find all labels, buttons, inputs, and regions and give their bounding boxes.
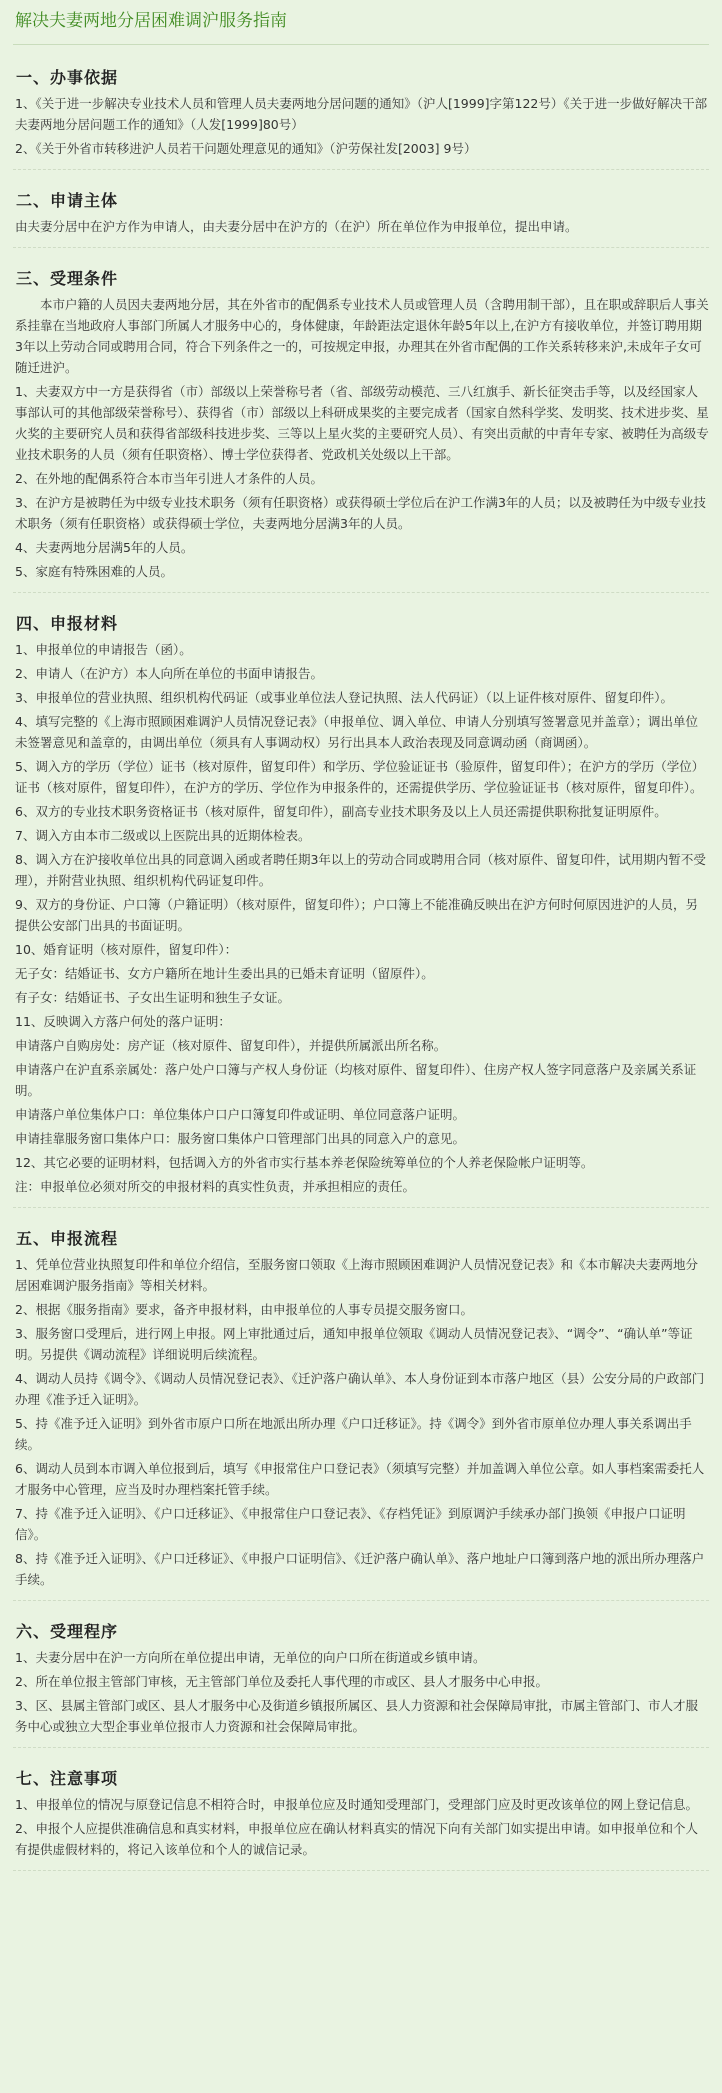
section-paragraph: 5、调入方的学历（学位）证书（核对原件，留复印件）和学历、学位验证证书（验原件，留复印件）；在沪方的学历（学位）证书（核对原件，留复印件），在沪方的学历、学位作为申报条件的，还需提供学历、学位验证证书（核对原件，留复印件）。 — [15, 759, 705, 795]
section-divider — [13, 1747, 709, 1748]
section-paragraph: 有子女：结婚证书、子女出生证明和独生子女证。 — [15, 990, 291, 1005]
section-heading: 三、受理条件 — [16, 269, 119, 288]
section-paragraph: 4、夫妻两地分居满5年的人员。 — [15, 540, 194, 555]
section-paragraph: 10、婚育证明（核对原件，留复印件）： — [15, 942, 238, 957]
section-paragraph: 由夫妻分居中在沪方作为申请人，由夫妻分居中在沪方的（在沪）所在单位作为申报单位，提出申请。 — [15, 219, 578, 234]
guide-section — [13, 67, 709, 170]
section-paragraph: 2、《关于外省市转移进沪人员若干问题处理意见的通知》（沪劳保社发[2003] 9号） — [15, 141, 477, 156]
section-paragraph: 5、持《准予迁入证明》到外省市原户口所在地派出所办理《户口迁移证》。持《调令》到外省市原单位办理人事关系调出手续。 — [15, 1416, 692, 1452]
section-paragraph: 无子女：结婚证书、女方户籍所在地计生委出具的已婚未育证明（留原件）。 — [15, 966, 434, 981]
section-paragraph: 7、持《准予迁入证明》、《户口迁移证》、《申报常住户口登记表》、《存档凭证》到原调沪手续承办部门换领《申报户口证明信》。 — [15, 1506, 686, 1542]
section-paragraph: 申请落户自购房处：房产证（核对原件、留复印件），并提供所属派出所名称。 — [15, 1038, 447, 1053]
section-paragraph: 9、双方的身份证、户口簿（户籍证明）（核对原件，留复印件）；户口簿上不能准确反映出在沪方何时何原因进沪的人员，另提供公安部门出具的书面证明。 — [15, 897, 698, 933]
guide-sections — [13, 67, 709, 1871]
section-paragraph: 2、申请人（在沪方）本人向所在单位的书面申请报告。 — [15, 666, 323, 681]
section-paragraph: 8、调入方在沪接收单位出具的同意调入函或者聘任期3年以上的劳动合同或聘用合同（核对原件、留复印件，试用期内暂不受理），并附营业执照、组织机构代码证复印件。 — [15, 852, 706, 888]
page-title: 解决夫妻两地分居困难调沪服务指南 — [15, 11, 287, 31]
section-paragraph: 4、填写完整的《上海市照顾困难调沪人员情况登记表》（申报单位、调入单位、申请人分别填写签署意见并盖章）；调出单位未签署意见和盖章的，由调出单位（须具有人事调动权）另行出具本人政治表现及同意调动函（商调函）。 — [15, 714, 698, 750]
section-paragraph: 3、区、县属主管部门或区、县人才服务中心及街道乡镇报所属区、县人力资源和社会保障局审批，市属主管部门、市人才服务中心或独立大型企事业单位报市人力资源和社会保障局审批。 — [15, 1698, 698, 1734]
section-paragraph: 7、调入方由本市二级或以上医院出具的近期体检表。 — [15, 828, 311, 843]
section-paragraph: 1、申报单位的情况与原登记信息不相符合时，申报单位应及时通知受理部门，受理部门应及时更改该单位的网上登记信息。 — [15, 1797, 698, 1812]
guide-section — [13, 1621, 709, 1748]
section-divider — [13, 592, 709, 593]
section-paragraph: 2、根据《服务指南》要求，备齐申报材料，由申报单位的人事专员提交服务窗口。 — [15, 1302, 473, 1317]
section-heading: 四、申报材料 — [16, 614, 119, 633]
section-heading: 五、申报流程 — [16, 1229, 119, 1248]
title-divider — [13, 44, 709, 45]
section-paragraph: 11、反映调入方落户何处的落户证明： — [15, 1014, 231, 1029]
section-paragraph: 3、申报单位的营业执照、组织机构代码证（或事业单位法人登记执照、法人代码证）（以上证件核对原件、留复印件）。 — [15, 690, 673, 705]
guide-section — [13, 1228, 709, 1601]
section-paragraph: 申请挂靠服务窗口集体户口：服务窗口集体户口管理部门出具的同意入户的意见。 — [15, 1131, 466, 1146]
section-heading: 二、申请主体 — [16, 191, 119, 210]
section-paragraph: 1、夫妻双方中一方是获得省（市）部级以上荣誉称号者（省、部级劳动模范、三八红旗手、新长征突击手等，以及经国家人事部认可的其他部级荣誉称号）、获得省（市）部级以上科研成果奖的主要完成者（国家自然科学奖、发明奖、技术进步奖、星火奖的主要研究人员和获得省部级科技进步奖、三等以上星火奖的主要研究人员）、有突出贡献的中青年专家、被聘任为高级专业技术职务的人员（须有任职资格）、博士学位获得者、党政机关处级以上干部。 — [15, 384, 709, 462]
section-paragraph: 注：申报单位必须对所交的申报材料的真实性负责，并承担相应的责任。 — [15, 1179, 416, 1194]
section-paragraph: 申请落户单位集体户口：单位集体户口户口簿复印件或证明、单位同意落户证明。 — [15, 1107, 466, 1122]
section-heading: 六、受理程序 — [16, 1622, 119, 1641]
section-paragraph: 3、在沪方是被聘任为中级专业技术职务（须有任职资格）或获得硕士学位后在沪工作满3年的人员；以及被聘任为中级专业技术职务（须有任职资格）或获得硕士学位，夫妻两地分居满3年的人员。 — [15, 495, 706, 531]
section-paragraph: 申请落户在沪直系亲属处：落户处户口簿与产权人身份证（均核对原件、留复印件）、住房产权人签字同意落户及亲属关系证明。 — [15, 1062, 697, 1098]
section-paragraph: 12、其它必要的证明材料，包括调入方的外省市实行基本养老保险统筹单位的个人养老保险帐户证明等。 — [15, 1155, 594, 1170]
section-divider — [13, 1870, 709, 1871]
section-paragraph: 2、所在单位报主管部门审核，无主管部门单位及委托人事代理的市或区、县人才服务中心申报。 — [15, 1674, 548, 1689]
section-paragraph: 1、凭单位营业执照复印件和单位介绍信，至服务窗口领取《上海市照顾困难调沪人员情况登记表》和《本市解决夫妻两地分居困难调沪服务指南》等相关材料。 — [15, 1257, 698, 1293]
section-heading: 七、注意事项 — [16, 1769, 119, 1788]
section-divider — [13, 247, 709, 248]
guide-section — [13, 268, 709, 593]
section-divider — [13, 1207, 709, 1208]
section-heading: 一、办事依据 — [16, 68, 119, 87]
section-paragraph: 1、夫妻分居中在沪一方向所在单位提出申请，无单位的向户口所在街道或乡镇申请。 — [15, 1650, 486, 1665]
section-paragraph: 3、服务窗口受理后，进行网上申报。网上审批通过后，通知申报单位领取《调动人员情况登记表》、“调令”、“确认单”等证明。另提供《调动流程》详细说明后续流程。 — [15, 1326, 693, 1362]
section-paragraph: 6、调动人员到本市调入单位报到后，填写《申报常住户口登记表》（须填写完整）并加盖调入单位公章。如人事档案需委托人才服务中心管理，应当及时办理档案托管手续。 — [15, 1461, 705, 1497]
section-divider — [13, 1600, 709, 1601]
section-paragraph: 5、家庭有特殊困难的人员。 — [15, 564, 173, 579]
section-divider — [13, 169, 709, 170]
section-paragraph: 4、调动人员持《调令》、《调动人员情况登记表》、《迁沪落户确认单》、本人身份证到本市落户地区（县）公安分局的户政部门办理《准予迁入证明》。 — [15, 1371, 705, 1407]
section-paragraph: 本市户籍的人员因夫妻两地分居，其在外省市的配偶系专业技术人员或管理人员（含聘用制干部），且在职或辞职后人事关系挂靠在当地政府人事部门所属人才服务中心的，身体健康，年龄距法定退休年龄5年以上,在沪方有接收单位，并签订聘用期3年以上劳动合同或聘用合同，符合下列条件之一的，可按规定申报，办理其在外省市配偶的工作关系转移来沪,未成年子女可随迁进沪。 — [15, 297, 709, 375]
guide-section — [13, 613, 709, 1208]
section-paragraph: 2、在外地的配偶系符合本市当年引进人才条件的人员。 — [15, 471, 323, 486]
guide-section — [13, 1768, 709, 1871]
guide-section — [13, 190, 709, 248]
section-paragraph: 2、申报个人应提供准确信息和真实材料，申报单位应在确认材料真实的情况下向有关部门如实提出申请。如申报单位和个人有提供虚假材料的，将记入该单位和个人的诚信记录。 — [15, 1821, 698, 1857]
section-paragraph: 8、持《准予迁入证明》、《户口迁移证》、《申报户口证明信》、《迁沪落户确认单》、落户地址户口簿到落户地的派出所办理落户手续。 — [15, 1551, 705, 1587]
section-paragraph: 1、申报单位的申请报告（函）。 — [15, 642, 192, 657]
section-paragraph: 6、双方的专业技术职务资格证书（核对原件，留复印件），副高专业技术职务及以上人员还需提供职称批复证明原件。 — [15, 804, 667, 819]
section-paragraph: 1、《关于进一步解决专业技术人员和管理人员夫妻两地分居问题的通知》（沪人[1999]字第122号）《关于进一步做好解决干部夫妻两地分居问题工作的通知》（人发[1999]80号） — [15, 96, 708, 132]
